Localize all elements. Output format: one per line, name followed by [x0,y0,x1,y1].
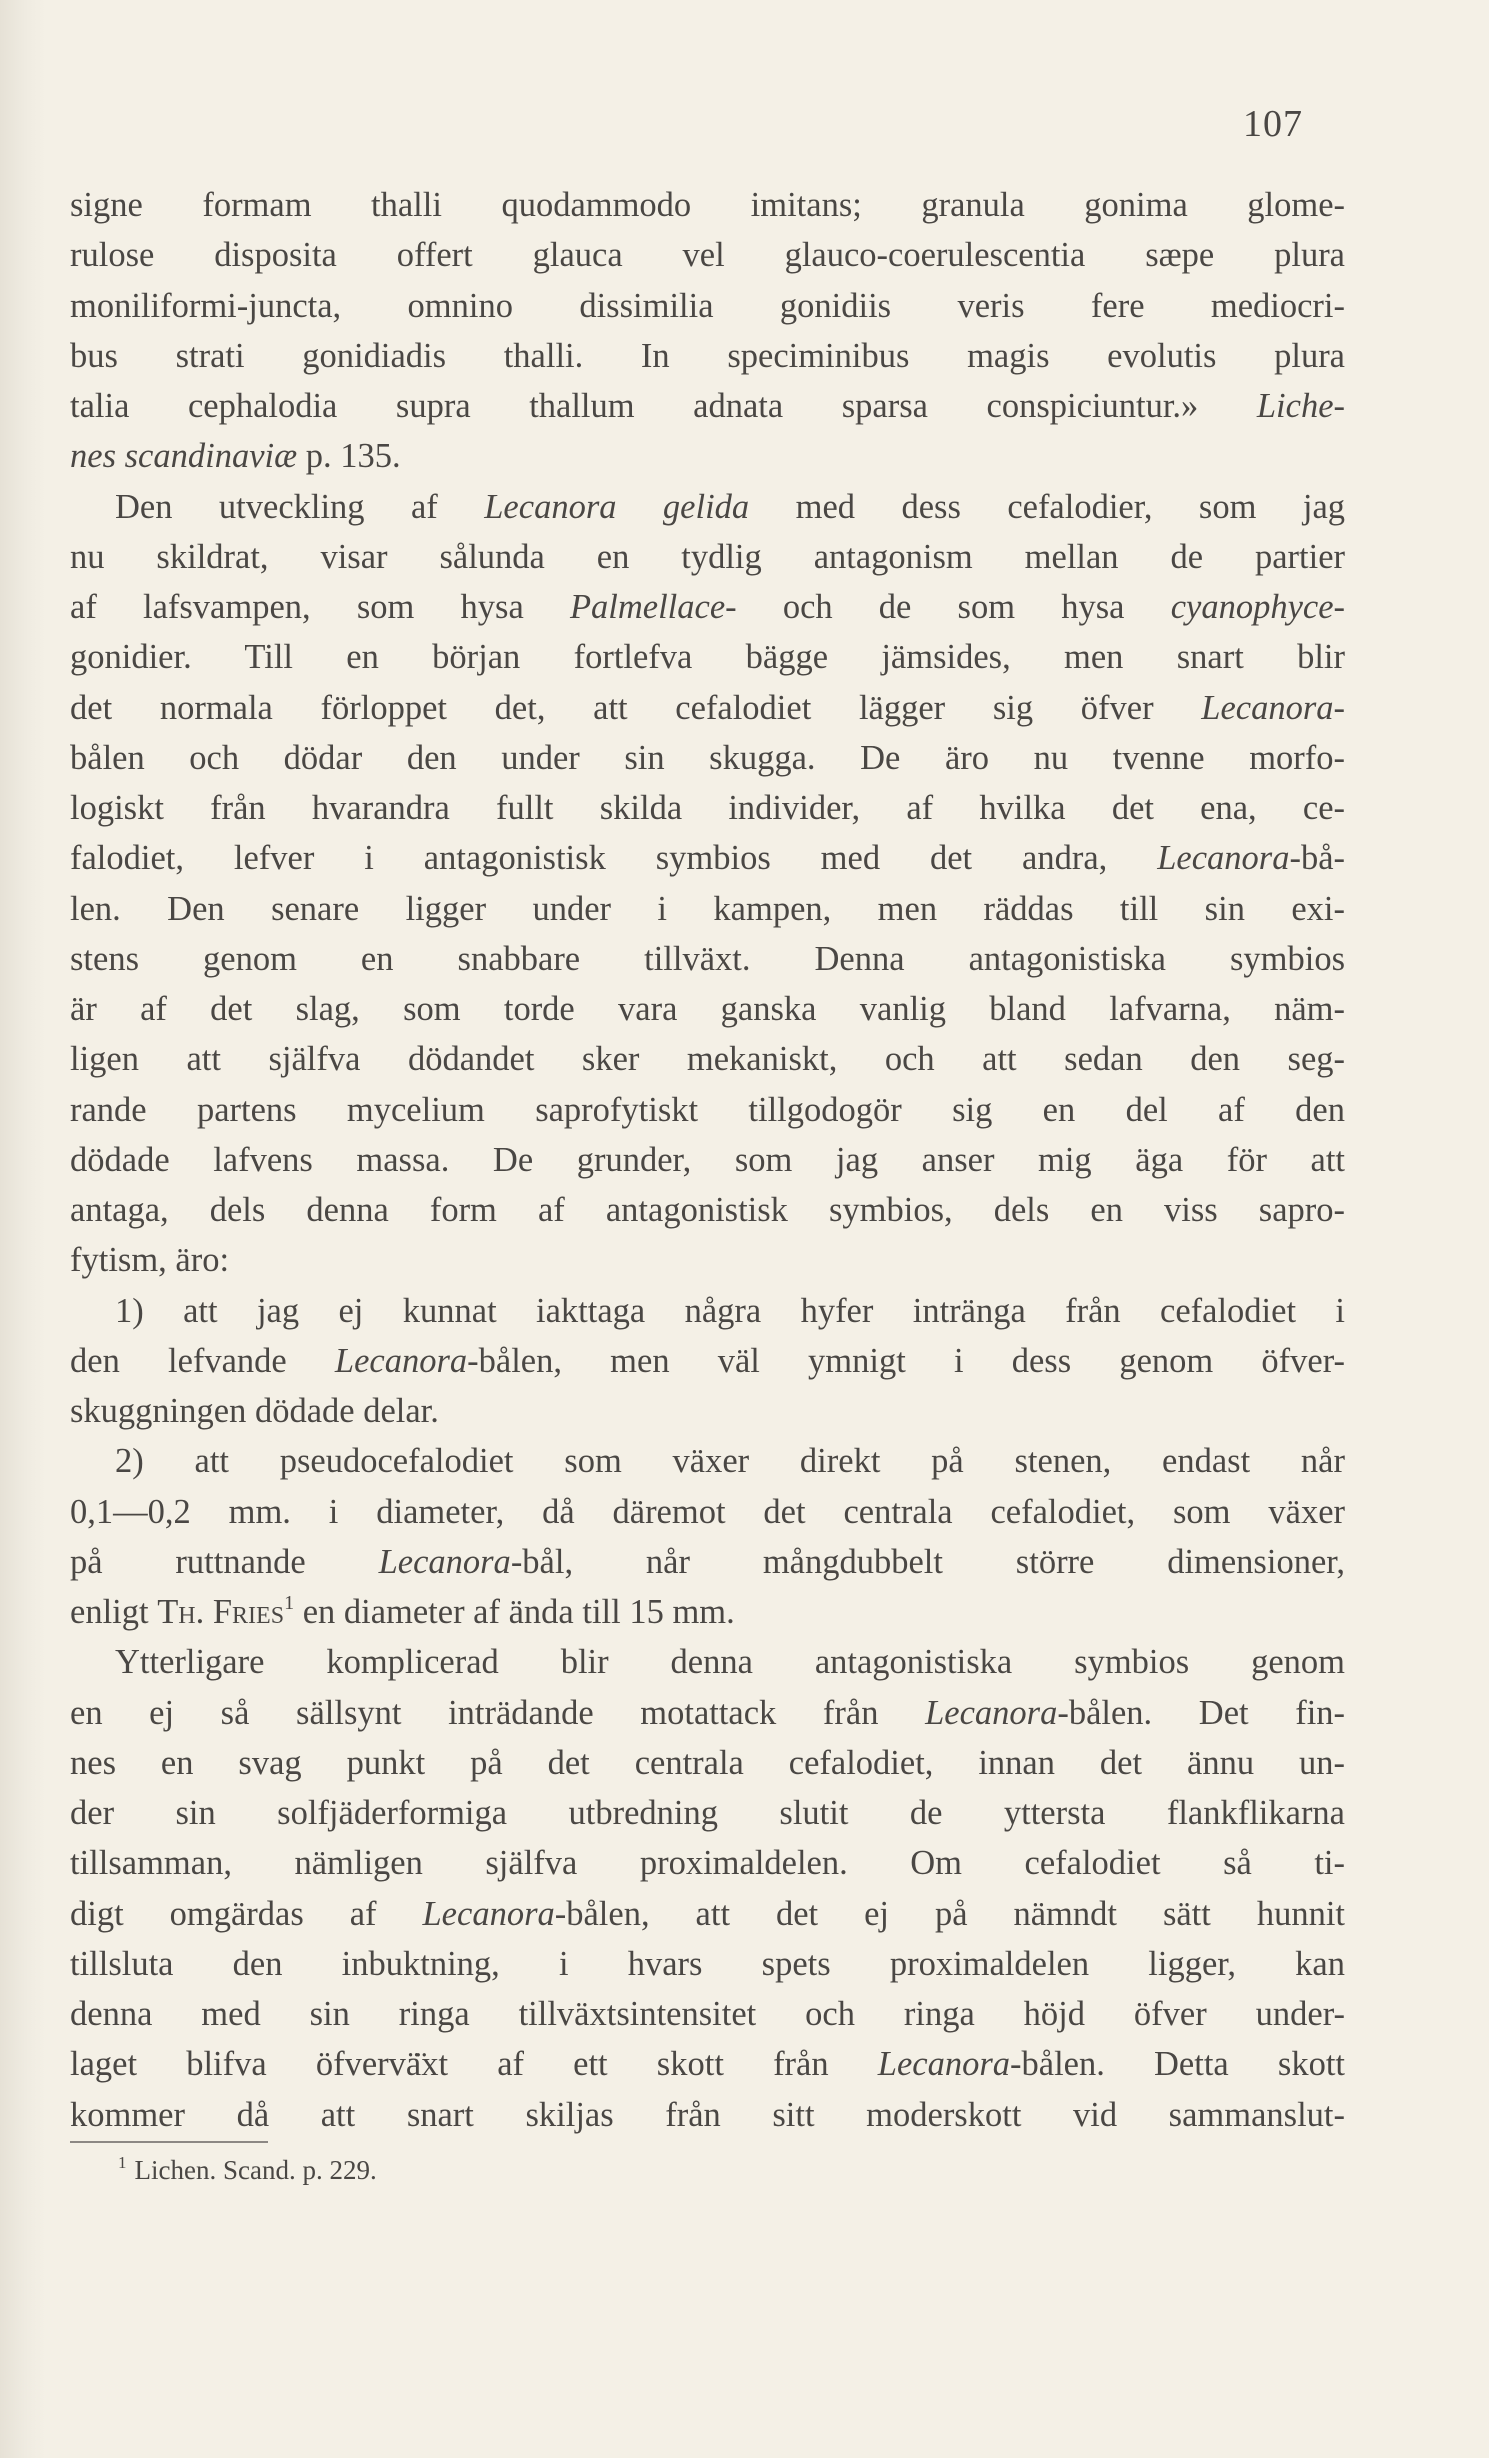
text-line: fytism, äro: [70,1241,230,1280]
footnote-divider [70,2141,268,2143]
text-line: moniliformi-juncta, omnino dissimilia gonidiis veris fere mediocri- [70,286,1345,325]
text-line: gonidier. Till en början fortlefva bägge jämsides, men snart blir [70,638,1345,677]
text-line: denna med sin ringa tillväxtsintensitet och ringa höjd öfver under- [70,1995,1345,2033]
author-name: Th. Fries [157,1593,285,1631]
text-line: digt omgärdas af Lecanora-bålen, att det ej på nämndt sätt hunnit [70,1894,1345,1933]
text-line: laget blifva öfvervä̈xt af ett skott från Lecanora-bålen. Detta skott [70,2045,1345,2084]
text-line: är af det slag, som torde vara ganska vanlig bland lafvarna, näm- [70,990,1345,1028]
text-line: tillsamman, nämligen själfva proximaldelen. Om cefalodiet så ti- [70,1844,1345,1883]
text-line: talia cephalodia supra thallum adnata sparsa conspiciuntur.» Liche- [70,387,1345,425]
text-line: rulose disposita offert glauca vel glauco-coerulescentia sæpe plura [70,236,1345,275]
text-line: antaga, dels denna form af antagonistisk symbios, dels en viss sapro- [70,1191,1345,1229]
italic-text: nes scandinaviæ [70,437,298,476]
italic-text: Lecanora [422,1894,555,1933]
page-spine-shadow [0,0,46,2458]
text-line: bus strati gonidiadis thalli. In speciminibus magis evolutis plura [70,336,1345,375]
text-line: enligt Th. Fries$^1$ en diameter af ända till 15 mm. [70,1592,735,1631]
list-item-1: 1) att jag ej kunnat iakttaga några hyfer intränga från cefalodiet i [115,1291,1345,1330]
text-line: det normala förloppet det, att cefalodiet lägger sig öfver Lecanora- [70,688,1345,727]
text-line: en ej så sällsynt inträdande motattack från Lecanora-bålen. Det fin- [70,1693,1346,1732]
page-number: 107 [1243,103,1303,145]
text-line: nu skildrat, visar sålunda en tydlig antagonism mellan de partier [70,537,1345,576]
text-line: signe formam thalli quodammodo imitans; granula gonima glome- [70,186,1345,224]
text-line: logiskt från hvarandra fullt skilda individer, af hvilka det ena, ce- [70,789,1345,827]
text-line: ligen att själfva dödandet sker mekaniskt, och att sedan den seg- [70,1040,1345,1079]
text-line: len. Den senare ligger under i kampen, men räddas till sin exi- [70,889,1345,928]
text-line: dödade lafvens massa. De grunder, som jag anser mig äga för att [70,1140,1345,1179]
italic-text: cyanophyce- [1170,588,1345,626]
footnote-marker: 1 [118,2153,127,2172]
footnote-ref: 1 [284,1592,295,1614]
text-line: skuggningen dödade delar. [70,1392,439,1430]
italic-text: Lecanora- [1201,688,1345,727]
text-line: af lafsvampen, som hysa Palmellace- och de som hysa cyanophyce- [70,588,1345,626]
paragraph-start: Den utveckling af Lecanora gelida med dess cefalodier, som jag [115,487,1346,526]
text-line: nes en svag punkt på det centrala cefalodiet, innan det ännu un- [70,1743,1345,1782]
text-line: 0,1—0,2 mm. i diameter, då däremot det centrala cefalodiet, som växer [70,1492,1345,1531]
text-line: der sin solfjäderformiga utbredning slutit de yttersta flankflikarna [70,1794,1345,1832]
list-item-2: 2) att pseudocefalodiet som växer direkt på stenen, endast når [115,1442,1345,1481]
text-line: falodiet, lefver i antagonistisk symbios med det andra, Lecanora-bå- [70,839,1345,878]
text-line: tillsluta den inbuktning, i hvars spets proximaldelen ligger, kan [70,1944,1345,1983]
italic-text: Lecanora [378,1542,511,1581]
body-text [70,180,1345,2140]
text-line: nes scandinaviæ p. 135. [70,437,401,476]
text-line: stens genom en snabbare tillväxt. Denna antagonistiska symbios [70,939,1345,978]
footnote-text: Lichen. Scand. p. 229. [134,2155,377,2185]
italic-text: Lecanora [1157,839,1290,878]
text-line: den lefvande Lecanora-bålen, men väl ymnigt i dess genom öfver- [70,1341,1345,1380]
italic-text: Lecanora gelida [484,487,750,526]
italic-text: Liche- [1256,387,1345,425]
text-line: på ruttnande Lecanora-bål, når mångdubbelt större dimensioner, [70,1542,1345,1581]
italic-text: Lecanora [925,1693,1058,1732]
italic-text: Lecanora [334,1341,468,1380]
italic-text: Palmellace- [569,588,737,626]
footnote [118,2152,377,2188]
text-line: kommer då att snart skiljas från sitt moderskott vid sammanslut- [70,2095,1345,2134]
paragraph-start: Ytterligare komplicerad blir denna antagonistiska symbios genom [115,1643,1345,1682]
italic-text: Lecanora [877,2045,1011,2084]
text-line: bålen och dödar den under sin skugga. De äro nu tvenne morfo- [70,738,1345,777]
text-line: rande partens mycelium saprofytiskt tillgodogör sig en del af den [70,1090,1345,1129]
